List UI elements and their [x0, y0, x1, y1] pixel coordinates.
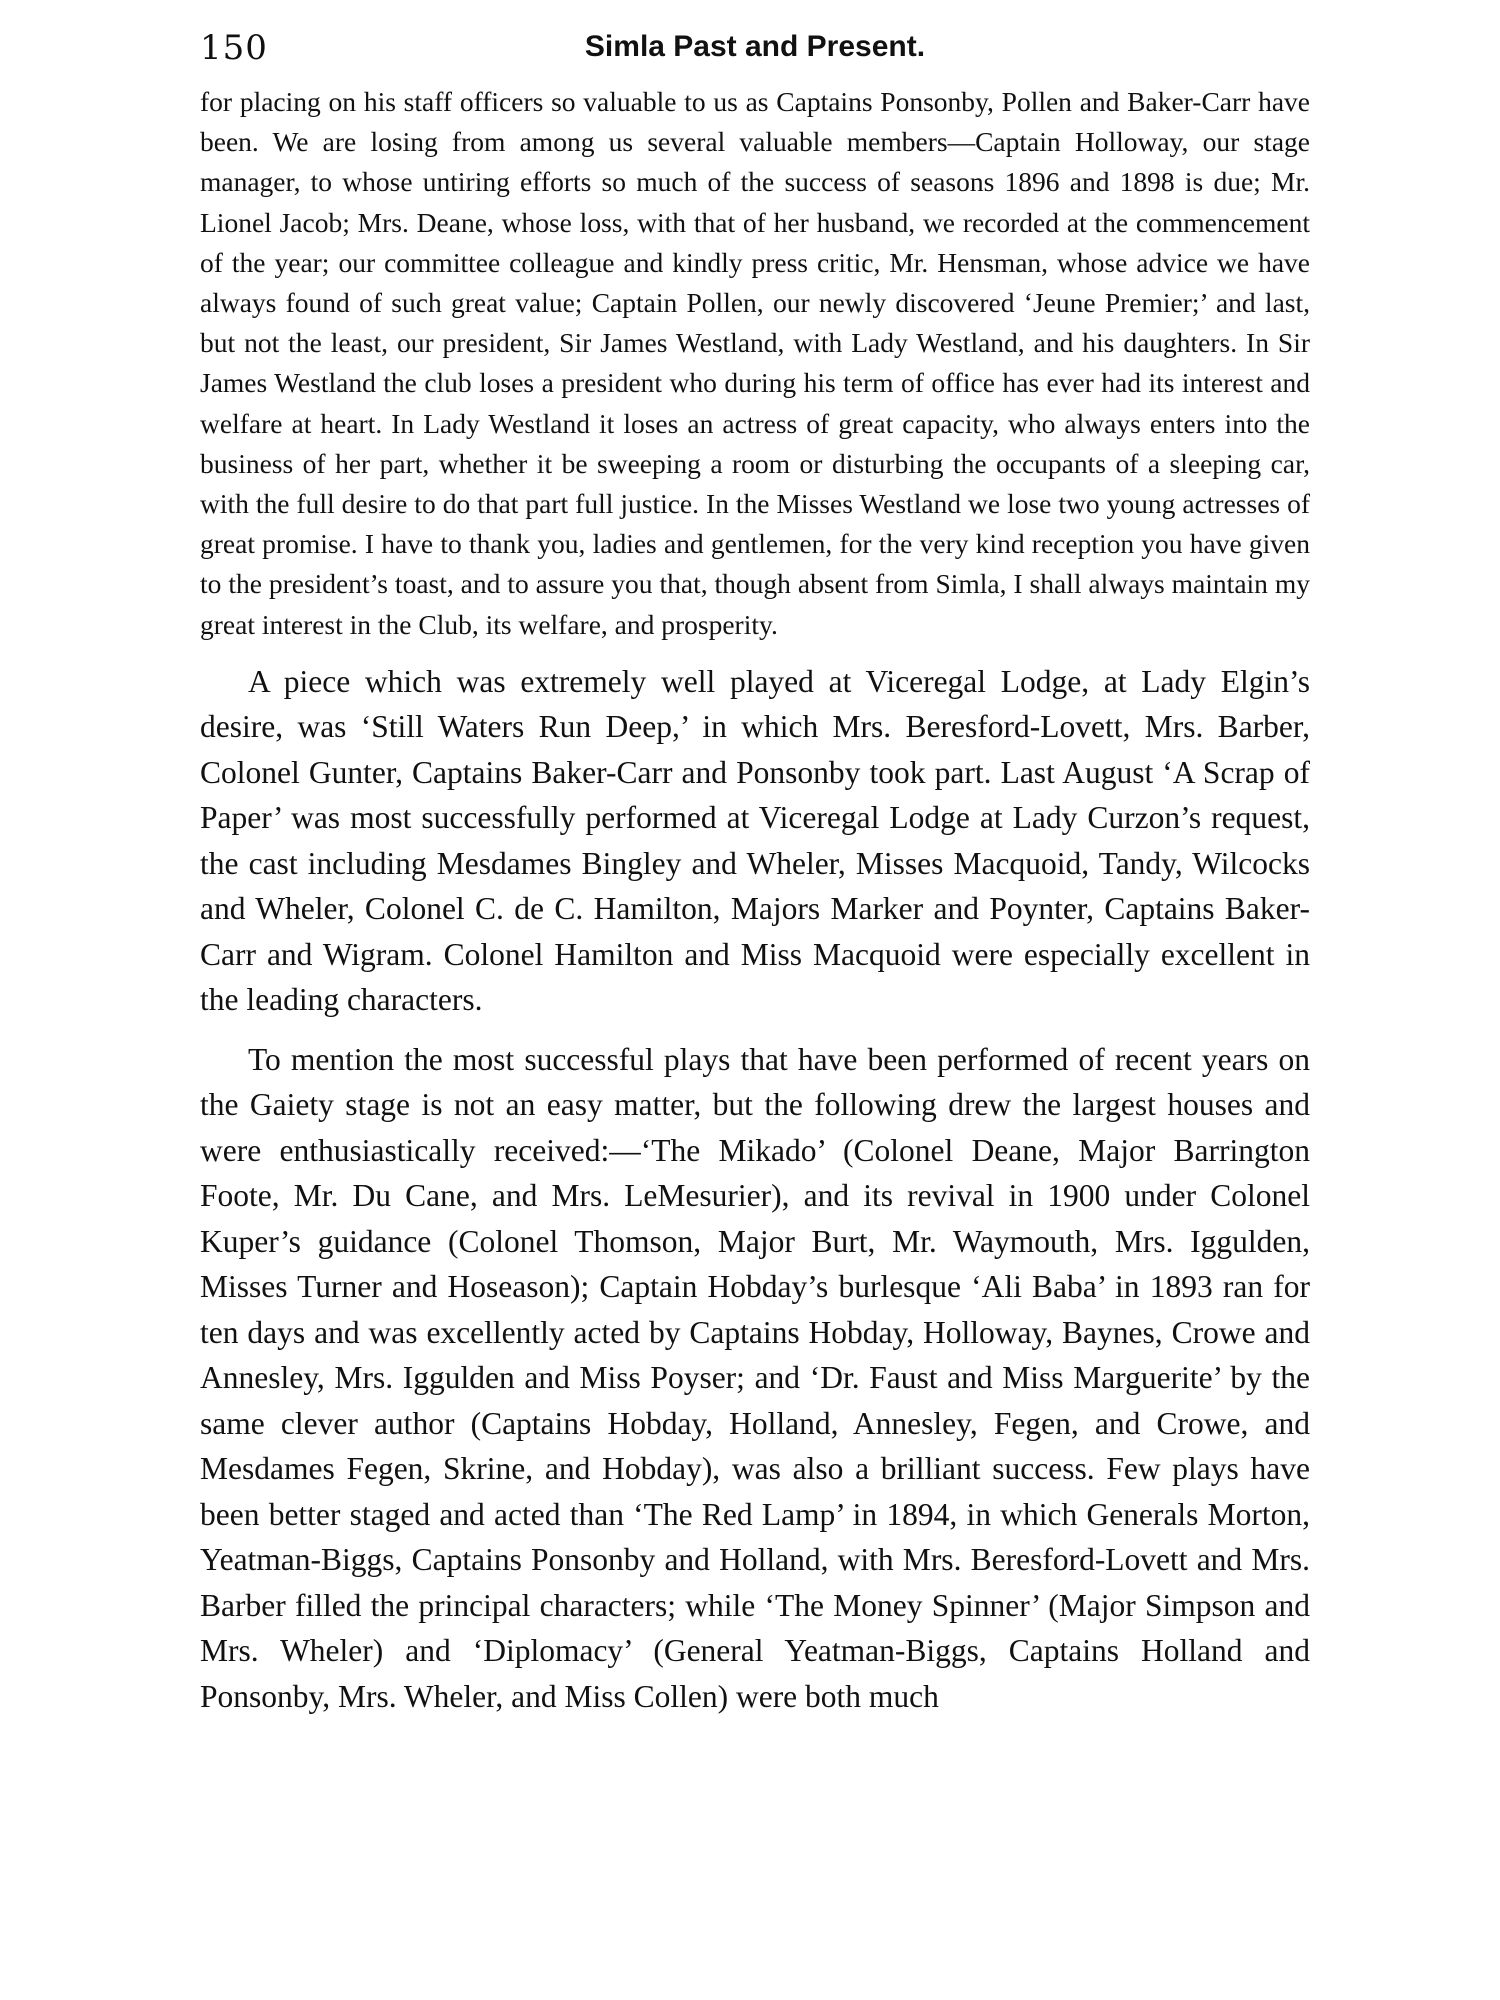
paragraph-successful-plays: To mention the most successful plays that have been performed of recent years on the Gaiety stage is not an easy matter, but the following drew the largest houses and were enthusiastically received:—‘The Mikado’ (Colonel Deane, Major Barrington Foote, Mr. Du Cane, and Mrs. LeMesurier), and its revival in 1900 under Colonel Kuper’s guidance (Colonel Thomson, Major Burt, Mr. Waymouth, Mrs. Iggulden, Misses Turner and Hoseason); Captain Hobday’s burlesque ‘Ali Baba’ in 1893 ran for ten days and was excellently acted by Captains Hobday, Holloway, Baynes, Crowe and Annesley, Mrs. Iggulden and Miss Poyser; and ‘Dr. Faust and Miss Marguerite’ by the same clever author (Captains Hobday, Holland, Annesley, Fegen, and Crowe, and Mesdames Fegen, Skrine, and Hobday), was also a brilliant success. Few plays have been better staged and acted than ‘The Red Lamp’ in 1894, in which Generals Morton, Yeatman-Biggs, Captains Ponsonby and Holland, with Mrs. Beresford-Lovett and Mrs. Barber filled the principal characters; while ‘The Money Spinner’ (Major Simpson and Mrs. Wheler) and ‘Diplomacy’ (General Yeatman-Biggs, Captains Holland and Ponsonby, Mrs. Wheler, and Miss Collen) were both much [200, 1041, 1310, 1714]
paragraph-speech-continuation: for placing on his staff officers so valuable to us as Captains Ponsonby, Pollen and Baker-Carr have been. We are losing from among us several valuable members—Captain Holloway, our stage manager, to whose untiring efforts so much of the success of seasons 1896 and 1898 is due; Mr. Lionel Jacob; Mrs. Deane, whose loss, with that of her husband, we recorded at the commencement of the year; our committee colleague and kindly press critic, Mr. Hensman, whose advice we have always found of such great value; Captain Pollen, our newly discovered ‘Jeune Premier;’ and last, but not the least, our president, Sir James Westland, with Lady Westland, and his daughters. In Sir James Westland the club loses a president who during his term of office has ever had its interest and welfare at heart. In Lady Westland it loses an actress of great capacity, who always enters into the business of her part, whether it be sweeping a room or disturbing the occupants of a sleeping car, with the full desire to do that part full justice. In the Misses Westland we lose two young actresses of great promise. I have to thank you, ladies and gentlemen, for the very kind reception you have given to the president’s toast, and to assure you that, though absent from Simla, I shall always maintain my great interest in the Club, its welfare, and prosperity. [200, 86, 1310, 640]
book-page [200, 28, 1310, 1719]
running-title: Simla Past and Present. [584, 30, 926, 63]
paragraph-viceregal-lodge: A piece which was extremely well played at Viceregal Lodge, at Lady Elgin’s desire, was ‘Still Waters Run Deep,’ in which Mrs. Beresford-Lovett, Mrs. Barber, Colonel Gunter, Captains Baker-Carr and Ponsonby took part. Last August ‘A Scrap of Paper’ was most successfully performed at Viceregal Lodge at Lady Curzon’s request, the cast including Mesdames Bingley and Wheler, Misses Macquoid, Tandy, Wilcocks and Wheler, Colonel C. de C. Hamilton, Majors Marker and Poynter, Captains Baker-Carr and Wigram. Colonel Hamilton and Miss Macquoid were especially excellent in the leading characters. [200, 663, 1310, 1018]
page-number: 150 [200, 28, 268, 68]
page-header [200, 28, 1310, 82]
